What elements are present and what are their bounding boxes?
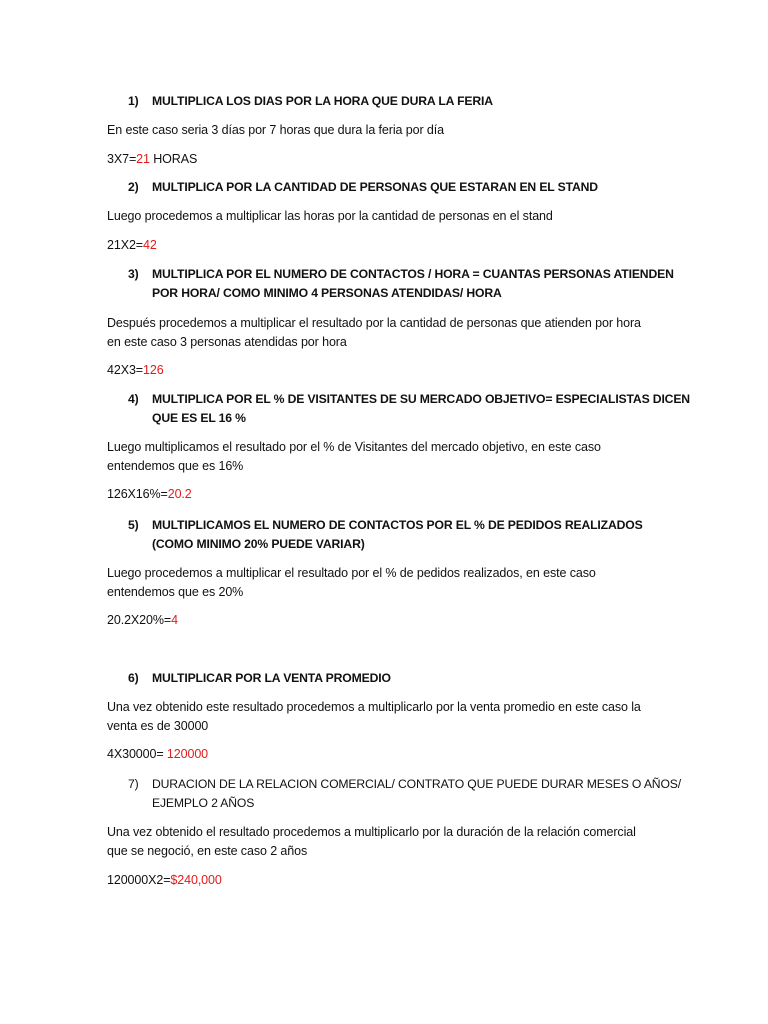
step-6-body: Una vez obtenido este resultado procedemos a multiplicarlo por la venta promedio en este caso la: [107, 700, 641, 714]
step-number: 7): [128, 777, 139, 791]
step-title: MULTIPLICAMOS EL NUMERO DE CONTACTOS POR EL % DE PEDIDOS REALIZADOS: [152, 518, 643, 532]
calc-result: 21: [136, 152, 150, 166]
calc-expression: 3X7=: [107, 152, 137, 166]
step-5-calc: [107, 611, 178, 630]
calc-expression: 21X2=: [107, 238, 143, 252]
step-3-body: Después procedemos a multiplicar el resultado por la cantidad de personas que atienden por hora: [107, 316, 641, 330]
step-7-calc: [107, 871, 222, 890]
step-title: QUE ES EL 16 %: [152, 411, 246, 425]
step-7-body-cont: que se negoció, en este caso 2 años: [107, 844, 308, 858]
step-6-calc: [107, 745, 208, 764]
step-number: 6): [128, 671, 139, 685]
step-number: 1): [128, 94, 139, 108]
step-4-calc: [107, 485, 192, 504]
step-2-calc: [107, 236, 157, 255]
step-2-body: Luego procedemos a multiplicar las horas por la cantidad de personas en el stand: [107, 209, 553, 223]
step-4-body-cont: entendemos que es 16%: [107, 459, 244, 473]
calc-expression: 120000X2=: [107, 873, 171, 887]
calc-result: 4: [171, 613, 178, 627]
step-title: DURACION DE LA RELACION COMERCIAL/ CONTRATO QUE PUEDE DURAR MESES O AÑOS/: [152, 777, 682, 791]
step-7-body: Una vez obtenido el resultado procedemos a multiplicarlo por la duración de la relación comercial: [107, 825, 636, 839]
calc-result: 126: [143, 363, 164, 377]
step-3-calc: [107, 361, 164, 380]
calc-result: 42: [143, 238, 157, 252]
step-1-calc: [107, 150, 197, 169]
step-title: MULTIPLICA POR EL % DE VISITANTES DE SU MERCADO OBJETIVO= ESPECIALISTAS DICEN: [152, 392, 690, 406]
step-5-body-cont: entendemos que es 20%: [107, 585, 244, 599]
calc-expression: 20.2X20%=: [107, 613, 172, 627]
step-number: 5): [128, 518, 139, 532]
calc-expression: 42X3=: [107, 363, 143, 377]
step-number: 2): [128, 180, 139, 194]
calc-result: 120000: [166, 747, 209, 761]
calc-expression: 4X30000=: [107, 747, 167, 761]
step-1-body: En este caso seria 3 días por 7 horas que dura la feria por día: [107, 123, 444, 137]
step-title: POR HORA/ COMO MINIMO 4 PERSONAS ATENDIDAS/ HORA: [152, 286, 502, 300]
calc-expression: 126X16%=: [107, 487, 168, 501]
step-6-body-cont: venta es de 30000: [107, 719, 209, 733]
step-title: MULTIPLICA LOS DIAS POR LA HORA QUE DURA LA FERIA: [152, 94, 493, 108]
step-title: MULTIPLICA POR LA CANTIDAD DE PERSONAS QUE ESTARAN EN EL STAND: [152, 180, 598, 194]
calc-result: $240,000: [170, 873, 222, 887]
step-5-body: Luego procedemos a multiplicar el resultado por el % de pedidos realizados, en este caso: [107, 566, 596, 580]
calc-unit: HORAS: [149, 152, 198, 166]
step-4-body: Luego multiplicamos el resultado por el % de Visitantes del mercado objetivo, en este caso: [107, 440, 601, 454]
step-number: 4): [128, 392, 139, 406]
calc-result: 20.2: [167, 487, 192, 501]
step-title: MULTIPLICAR POR LA VENTA PROMEDIO: [152, 671, 391, 685]
step-number: 3): [128, 267, 139, 281]
step-title: (COMO MINIMO 20% PUEDE VARIAR): [152, 537, 365, 551]
step-title: MULTIPLICA POR EL NUMERO DE CONTACTOS / HORA = CUANTAS PERSONAS ATIENDEN: [152, 267, 674, 281]
step-title: EJEMPLO 2 AÑOS: [152, 796, 255, 810]
step-3-body-cont: en este caso 3 personas atendidas por hora: [107, 335, 347, 349]
